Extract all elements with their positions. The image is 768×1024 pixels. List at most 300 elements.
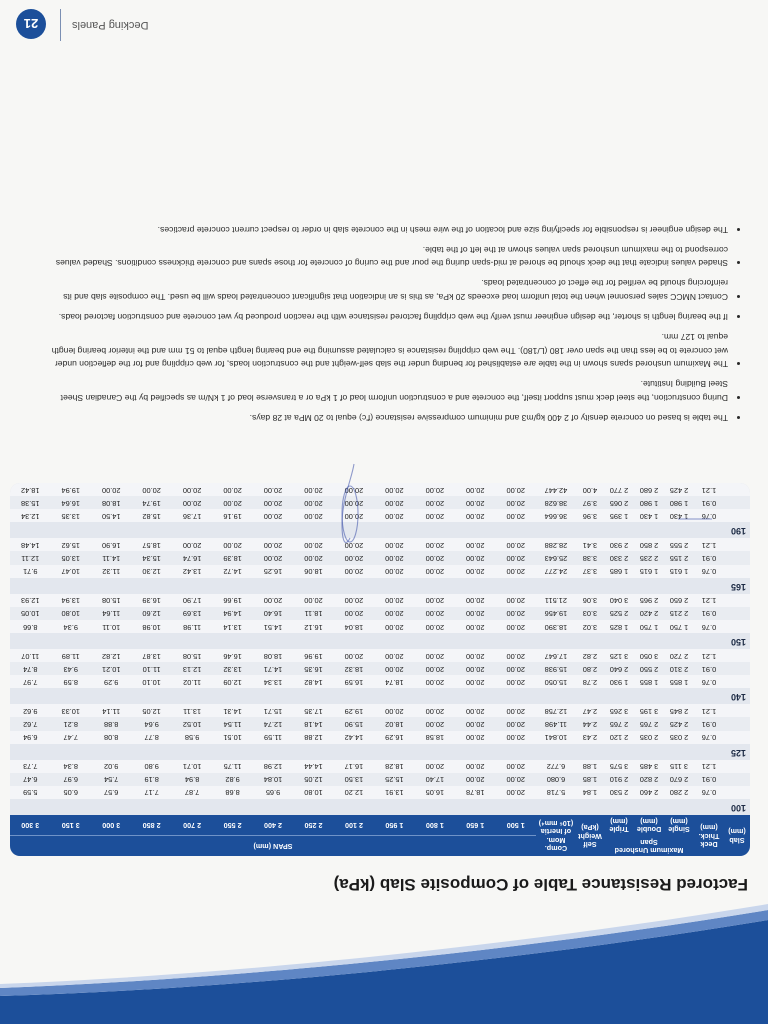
table-cell: 16.25 xyxy=(253,565,293,578)
table-row xyxy=(10,773,750,786)
slab-cell xyxy=(724,786,750,799)
table-cell: 3 195 xyxy=(634,704,664,717)
table-cell: 17.40 xyxy=(415,773,455,786)
table-cell: 0.91 xyxy=(694,496,724,509)
table-cell: 20.00 xyxy=(455,717,495,730)
table-cell: 14.42 xyxy=(334,731,374,744)
table-cell: 12.74 xyxy=(253,717,293,730)
table-cell: 8.94 xyxy=(172,773,212,786)
table-cell: 6.05 xyxy=(51,786,91,799)
table-cell: 2 845 xyxy=(664,704,694,717)
col-span-10: 3 000 xyxy=(91,815,131,836)
table-row xyxy=(10,483,750,496)
table-cell: 6.57 xyxy=(91,786,131,799)
table-cell: 20.00 xyxy=(415,649,455,662)
table-cell: 20.00 xyxy=(496,538,536,551)
table-cell: 18.42 xyxy=(10,483,51,496)
table-cell: 11.07 xyxy=(10,649,51,662)
col-span-5: 2 250 xyxy=(293,815,333,836)
table-cell: 20.00 xyxy=(334,594,374,607)
slab-cell xyxy=(724,509,750,522)
slab-cell xyxy=(724,717,750,730)
slab-cell xyxy=(724,483,750,496)
slab-cell xyxy=(724,620,750,633)
table-cell: 9.34 xyxy=(51,620,91,633)
table-cell: 13.87 xyxy=(131,649,171,662)
table-cell: 18.08 xyxy=(91,496,131,509)
table-cell: 2 425 xyxy=(664,483,694,496)
table-header xyxy=(10,815,750,856)
table-cell: 2 425 xyxy=(664,717,694,730)
slab-cell xyxy=(724,551,750,564)
table-cell: 20.00 xyxy=(455,594,495,607)
table-cell: 12.98 xyxy=(253,760,293,773)
table-cell: 1 980 xyxy=(634,496,664,509)
table-cell: 20.00 xyxy=(172,483,212,496)
table-cell: 2 155 xyxy=(664,551,694,564)
note-item: • Shaded values indicate that the deck should be shored at mid-span during the pour and the curing of concrete for those spans and concrete thickness conditions. Shaded values correspond to the maximum unshored span values shown at the left of the table. xyxy=(42,243,728,270)
table-cell: 1 930 xyxy=(604,675,634,688)
table-cell: 12.05 xyxy=(293,773,333,786)
table-cell: 13.35 xyxy=(51,509,91,522)
table-cell: 1.21 xyxy=(694,538,724,551)
col-span-8: 2 700 xyxy=(172,815,212,836)
table-cell: 7.47 xyxy=(51,731,91,744)
col-span-9: 2 850 xyxy=(131,815,171,836)
table-cell: 20.00 xyxy=(334,607,374,620)
table-cell: 2 460 xyxy=(634,786,664,799)
table-cell: 2 930 xyxy=(604,538,634,551)
slab-thickness-label: 100 xyxy=(10,799,750,815)
table-cell: 13.32 xyxy=(212,662,252,675)
table-cell: 2 120 xyxy=(604,731,634,744)
table-cell: 12.30 xyxy=(131,565,171,578)
note-item: • If the bearing length is shorter, the design engineer must verify the web crippling factored resistance with the reaction produced by wet concrete and construction factored loads. xyxy=(42,310,728,323)
table-cell: 20.00 xyxy=(172,538,212,551)
col-span-11: 3 150 xyxy=(51,815,91,836)
table-cell: 20.00 xyxy=(415,704,455,717)
slab-thickness-label: 150 xyxy=(10,633,750,649)
table-cell: 20.00 xyxy=(496,594,536,607)
table-cell: 20.00 xyxy=(455,773,495,786)
table-cell: 1.21 xyxy=(694,594,724,607)
table-cell: 19.16 xyxy=(212,509,252,522)
table-cell: 7.73 xyxy=(10,760,51,773)
table-row xyxy=(10,717,750,730)
table-cell: 2.80 xyxy=(576,662,604,675)
table-cell: 3.38 xyxy=(576,551,604,564)
table-cell: 6.772 xyxy=(536,760,576,773)
table-cell: 20.00 xyxy=(374,620,414,633)
table-cell: 9.80 xyxy=(131,760,171,773)
table-cell: 8.19 xyxy=(131,773,171,786)
table-cell: 3 485 xyxy=(634,760,664,773)
table-cell: 20.00 xyxy=(496,649,536,662)
col-triple: Triple (mm) xyxy=(604,815,634,836)
table-cell: 15.71 xyxy=(253,704,293,717)
table-cell: 20.00 xyxy=(455,483,495,496)
table-cell: 2 765 xyxy=(634,717,664,730)
col-span-group: SPAN (mm) xyxy=(10,835,536,856)
table-cell: 28.288 xyxy=(536,538,576,551)
table-cell: 12.93 xyxy=(10,594,51,607)
table-cell: 10.11 xyxy=(91,620,131,633)
table-cell: 15.90 xyxy=(334,717,374,730)
table-cell: 18.08 xyxy=(253,649,293,662)
slab-thickness-label: 125 xyxy=(10,744,750,760)
slab-cell xyxy=(724,607,750,620)
table-cell: 2 770 xyxy=(604,483,634,496)
table-cell: 20.00 xyxy=(253,551,293,564)
table-cell: 14.51 xyxy=(253,620,293,633)
table-cell: 1 750 xyxy=(664,620,694,633)
table-cell: 20.00 xyxy=(415,594,455,607)
table-cell: 25.643 xyxy=(536,551,576,564)
table-cell: 20.00 xyxy=(455,649,495,662)
col-span-12: 3 300 xyxy=(10,815,51,836)
table-cell: 20.00 xyxy=(496,565,536,578)
table-cell: 10.47 xyxy=(51,565,91,578)
table-cell: 15.34 xyxy=(131,551,171,564)
table-cell: 16.46 xyxy=(212,649,252,662)
slab-group-row xyxy=(10,578,750,594)
table-cell: 20.00 xyxy=(496,509,536,522)
table-cell: 20.00 xyxy=(455,607,495,620)
col-span-6: 2 400 xyxy=(253,815,293,836)
table-cell: 7.97 xyxy=(10,675,51,688)
slab-cell xyxy=(724,760,750,773)
note-item: • The Maximum unshored spans shown in the table are established for bending under the slab self-weight and the construction loads, for web crippling and for the deflection under wet concrete to be less than the span over 180 (L/180). The web crippling resistance is calculated assuming the end bearing length equal to 51 mm and the interior bearing length equal to 127 mm. xyxy=(42,330,728,370)
table-cell: 8.21 xyxy=(51,717,91,730)
notes-section xyxy=(42,215,742,424)
table-cell: 20.00 xyxy=(374,594,414,607)
table-cell: 16.39 xyxy=(131,594,171,607)
slab-group-row xyxy=(10,799,750,815)
table-cell: 0.76 xyxy=(694,509,724,522)
table-cell: 20.00 xyxy=(415,662,455,675)
slab-cell xyxy=(724,704,750,717)
table-cell: 0.91 xyxy=(694,717,724,730)
table-cell: 3.03 xyxy=(576,607,604,620)
table-cell: 9.65 xyxy=(253,786,293,799)
table-cell: 20.00 xyxy=(374,551,414,564)
page-title: Factored Resistance Table of Composite Slab (kPa) xyxy=(333,875,748,894)
table-cell: 3.97 xyxy=(576,496,604,509)
table-cell: 11.32 xyxy=(91,565,131,578)
table-row xyxy=(10,675,750,688)
table-cell: 1 615 xyxy=(634,565,664,578)
table-cell: 0.76 xyxy=(694,565,724,578)
table-cell: 3 040 xyxy=(604,594,634,607)
table-cell: 20.00 xyxy=(415,620,455,633)
table-cell: 10.33 xyxy=(51,704,91,717)
table-cell: 13.05 xyxy=(51,551,91,564)
table-cell: 20.00 xyxy=(334,496,374,509)
slab-thickness-label: 190 xyxy=(10,522,750,538)
slab-cell xyxy=(724,731,750,744)
table-cell: 12.11 xyxy=(10,551,51,564)
table-cell: 20.00 xyxy=(374,496,414,509)
table-cell: 6.94 xyxy=(10,731,51,744)
table-cell: 1 980 xyxy=(664,496,694,509)
table-cell: 12.05 xyxy=(131,704,171,717)
table-cell: 17.35 xyxy=(293,704,333,717)
table-cell: 9.62 xyxy=(10,704,51,717)
table-cell: 17.90 xyxy=(172,594,212,607)
table-cell: 11.10 xyxy=(131,662,171,675)
slab-cell xyxy=(724,773,750,786)
table-cell: 1 685 xyxy=(604,565,634,578)
table-cell: 20.00 xyxy=(334,551,374,564)
table-cell: 20.00 xyxy=(496,786,536,799)
table-cell: 16.29 xyxy=(374,731,414,744)
table-cell: 3 575 xyxy=(604,760,634,773)
table-cell: 20.00 xyxy=(293,551,333,564)
table-cell: 14.82 xyxy=(293,675,333,688)
table-cell: 2 765 xyxy=(604,717,634,730)
table-cell: 18.28 xyxy=(374,760,414,773)
table-cell: 20.00 xyxy=(415,760,455,773)
col-slab: Slab (mm) xyxy=(724,815,750,856)
table-cell: 1.84 xyxy=(576,786,604,799)
col-span-7: 2 550 xyxy=(212,815,252,836)
table-cell: 20.00 xyxy=(374,509,414,522)
table-cell: 17.647 xyxy=(536,649,576,662)
table-cell: 15.38 xyxy=(10,496,51,509)
table-cell: 20.00 xyxy=(253,509,293,522)
resistance-table xyxy=(10,483,750,856)
table-cell: 11.75 xyxy=(212,760,252,773)
table-cell: 7.62 xyxy=(10,717,51,730)
table-cell: 20.00 xyxy=(496,496,536,509)
table-cell: 18.78 xyxy=(455,786,495,799)
slab-cell xyxy=(724,594,750,607)
table-cell: 2.44 xyxy=(576,717,604,730)
table-row xyxy=(10,496,750,509)
table-cell: 13.11 xyxy=(172,704,212,717)
table-cell: 20.00 xyxy=(455,509,495,522)
table-cell: 16.05 xyxy=(415,786,455,799)
table-cell: 20.00 xyxy=(212,496,252,509)
note-item: • The design engineer is responsible for specifying size and location of the wire mesh in the concrete slab in order to respect current concrete practices. xyxy=(42,222,728,235)
table-cell: 2 215 xyxy=(664,607,694,620)
table-row xyxy=(10,551,750,564)
table-cell: 16.35 xyxy=(293,662,333,675)
table-cell: 2 420 xyxy=(634,607,664,620)
table-cell: 14.11 xyxy=(91,551,131,564)
table-cell: 6.47 xyxy=(10,773,51,786)
table-cell: 3 115 xyxy=(664,760,694,773)
table-cell: 15.050 xyxy=(536,675,576,688)
table-row xyxy=(10,538,750,551)
table-cell: 0.91 xyxy=(694,551,724,564)
table-cell: 1 430 xyxy=(664,509,694,522)
footer-section-label: Decking Panels xyxy=(72,19,149,31)
table-row xyxy=(10,620,750,633)
table-cell: 14.48 xyxy=(10,538,51,551)
table-cell: 18.57 xyxy=(131,538,171,551)
table-cell: 10.05 xyxy=(10,607,51,620)
table-cell: 12.34 xyxy=(10,509,51,522)
table-cell: 14.31 xyxy=(212,704,252,717)
table-cell: 20.00 xyxy=(374,538,414,551)
notes-list xyxy=(42,222,742,424)
col-span-0: 1 500 xyxy=(496,815,536,836)
table-cell: 2 720 xyxy=(664,649,694,662)
slab-cell xyxy=(724,565,750,578)
table-cell: 20.00 xyxy=(374,607,414,620)
page-number-badge: 21 xyxy=(16,9,46,39)
table-cell: 20.00 xyxy=(334,538,374,551)
table-cell: 14.50 xyxy=(91,509,131,522)
col-max-unshored: Maximum Unshored Span xyxy=(604,835,694,856)
table-cell: 20.00 xyxy=(374,565,414,578)
col-span-2: 1 800 xyxy=(415,815,455,836)
table-cell: 10.84 xyxy=(253,773,293,786)
table-cell: 16.12 xyxy=(293,620,333,633)
table-cell: 13.94 xyxy=(51,594,91,607)
table-cell: 18.11 xyxy=(293,607,333,620)
table-cell: 13.34 xyxy=(253,675,293,688)
table-cell: 7.54 xyxy=(91,773,131,786)
table-cell: 0.76 xyxy=(694,786,724,799)
header-swoosh xyxy=(0,904,768,1024)
table-cell: 12.88 xyxy=(293,731,333,744)
table-cell: 42.447 xyxy=(536,483,576,496)
table-cell: 20.00 xyxy=(415,496,455,509)
table-cell: 20.00 xyxy=(253,483,293,496)
slab-thickness-label: 165 xyxy=(10,578,750,594)
table-cell: 19.456 xyxy=(536,607,576,620)
table-cell: 16.74 xyxy=(172,551,212,564)
table-cell: 10.841 xyxy=(536,731,576,744)
table-cell: 19.94 xyxy=(51,483,91,496)
table-cell: 20.00 xyxy=(455,704,495,717)
table-cell: 20.00 xyxy=(455,620,495,633)
table-cell: 5.718 xyxy=(536,786,576,799)
table-cell: 16.90 xyxy=(91,538,131,551)
table-row xyxy=(10,649,750,662)
table-cell: 20.00 xyxy=(455,565,495,578)
table-cell: 3 050 xyxy=(634,649,664,662)
slab-cell xyxy=(724,496,750,509)
table-cell: 20.00 xyxy=(455,538,495,551)
table-cell: 12.13 xyxy=(172,662,212,675)
table-cell: 2 910 xyxy=(604,773,634,786)
table-cell: 20.00 xyxy=(415,675,455,688)
col-single: Single (mm) xyxy=(664,815,694,836)
col-deck: Deck Thick. (mm) xyxy=(694,815,724,856)
table-cell: 2 035 xyxy=(664,731,694,744)
table-cell: 0.91 xyxy=(694,773,724,786)
table-cell: 12.758 xyxy=(536,704,576,717)
table-cell: 11.64 xyxy=(91,607,131,620)
table-cell: 20.00 xyxy=(415,717,455,730)
table-cell: 15.08 xyxy=(91,594,131,607)
table-cell: 20.00 xyxy=(496,551,536,564)
table-cell: 12.20 xyxy=(334,786,374,799)
table-cell: 2 550 xyxy=(634,662,664,675)
table-cell: 19.66 xyxy=(212,594,252,607)
note-item: • The table is based on concrete density of 2 400 kg/m3 and minimum compressive resistance (f'c) equal to 20 MPa at 28 days. xyxy=(42,411,728,424)
table-cell: 20.00 xyxy=(212,538,252,551)
table-cell: 36.664 xyxy=(536,509,576,522)
table-body xyxy=(10,483,750,815)
table-cell: 2 640 xyxy=(604,662,634,675)
table-cell: 10.71 xyxy=(172,760,212,773)
table-cell: 20.00 xyxy=(415,538,455,551)
table-cell: 20.00 xyxy=(293,538,333,551)
table-cell: 1.21 xyxy=(694,483,724,496)
table-cell: 1 855 xyxy=(664,675,694,688)
table-cell: 18.04 xyxy=(334,620,374,633)
table-cell: 1 395 xyxy=(604,509,634,522)
table-cell: 16.59 xyxy=(334,675,374,688)
table-cell: 20.00 xyxy=(415,607,455,620)
table-row xyxy=(10,594,750,607)
table-cell: 1 615 xyxy=(664,565,694,578)
table-cell: 16.40 xyxy=(253,607,293,620)
table-row xyxy=(10,760,750,773)
table-cell: 18.390 xyxy=(536,620,576,633)
table-cell: 20.00 xyxy=(496,620,536,633)
table-cell: 9.43 xyxy=(51,662,91,675)
table-cell: 2 035 xyxy=(634,731,664,744)
note-item: • During construction, the steel deck must support itself, the concrete and a construction uniform load of 1 kPa or a transverse load of 1 kN/m as specified by the Canadian Sheet Steel Building Institute. xyxy=(42,377,728,404)
table-cell: 10.52 xyxy=(172,717,212,730)
table-cell: 2 680 xyxy=(634,483,664,496)
table-cell: 18.39 xyxy=(212,551,252,564)
slab-cell xyxy=(724,662,750,675)
table-cell: 19.74 xyxy=(131,496,171,509)
table-cell: 11.14 xyxy=(91,704,131,717)
table-cell: 11.02 xyxy=(172,675,212,688)
table-cell: 8.68 xyxy=(212,786,252,799)
table-cell: 3 125 xyxy=(604,649,634,662)
table-cell: 14.72 xyxy=(212,565,252,578)
table-cell: 1.21 xyxy=(694,704,724,717)
table-cell: 20.00 xyxy=(374,704,414,717)
table-cell: 8.77 xyxy=(131,731,171,744)
table-row xyxy=(10,731,750,744)
table-cell: 9.82 xyxy=(212,773,252,786)
table-cell: 11.54 xyxy=(212,717,252,730)
table-cell: 0.76 xyxy=(694,731,724,744)
table-cell: 1 825 xyxy=(604,620,634,633)
table-cell: 11.498 xyxy=(536,717,576,730)
table-cell: 24.277 xyxy=(536,565,576,578)
table-cell: 20.00 xyxy=(496,760,536,773)
table-row xyxy=(10,565,750,578)
table-cell: 15.82 xyxy=(131,509,171,522)
table-cell: 20.00 xyxy=(496,662,536,675)
table-cell: 20.00 xyxy=(253,538,293,551)
table-cell: 20.00 xyxy=(172,496,212,509)
table-cell: 3.96 xyxy=(576,509,604,522)
table-cell: 2 525 xyxy=(604,607,634,620)
table-cell: 9.64 xyxy=(131,717,171,730)
table-cell: 12.09 xyxy=(212,675,252,688)
table-cell: 8.88 xyxy=(91,717,131,730)
table-cell: 20.00 xyxy=(415,551,455,564)
table-cell: 19.96 xyxy=(293,649,333,662)
slab-group-row xyxy=(10,522,750,538)
table-cell: 20.00 xyxy=(415,483,455,496)
table-cell: 18.32 xyxy=(334,662,374,675)
slab-group-row xyxy=(10,688,750,704)
footer-divider xyxy=(60,9,61,41)
table-cell: 20.00 xyxy=(293,496,333,509)
